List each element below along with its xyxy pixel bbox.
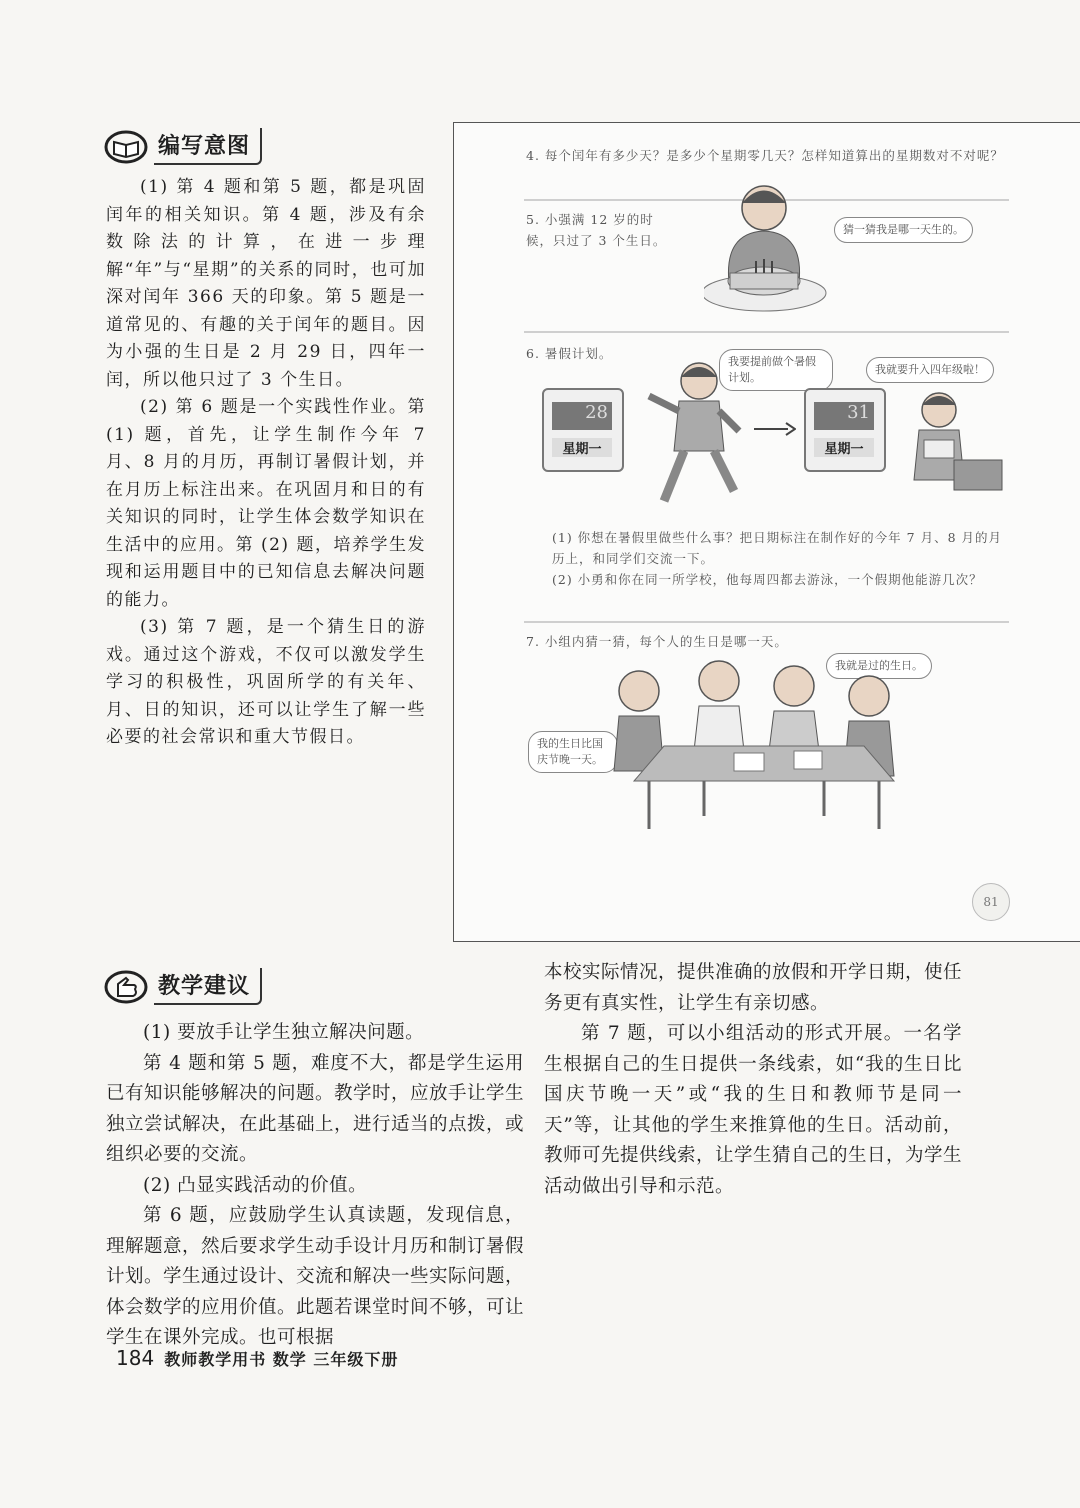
calendar-1-day: 28 xyxy=(585,402,608,423)
writing-intent-body xyxy=(106,174,426,752)
teaching-right-paragraph-1: 本校实际情况，提供准确的放假和开学日期，使任务更有真实性，让学生有亲切感。 xyxy=(544,962,963,1014)
question-6-sub-2: (2) 小勇和你在同一所学校，他每周四都去游泳，一个假期他能游几次？ xyxy=(552,572,983,587)
teaching-left-paragraph-4: 第 6 题，应鼓励学生认真读题，发现信息，理解题意，然后要求学生动手设计月历和制订暑假计划。学生通过设计、交流和解决一些实际问题，体会数学的应用价值。此题若课堂时间不够，可让学生在课外完成。也可根据 xyxy=(106,1205,525,1348)
divider-2 xyxy=(524,331,1009,333)
page-number: 184 xyxy=(116,1346,155,1370)
calendar-2 xyxy=(804,388,886,472)
q6-speech-bubble-1: 我要提前做个暑假计划。 xyxy=(719,349,833,391)
teaching-left-paragraph-2: 第 4 题和第 5 题，难度不大，都是学生运用已有知识能够解决的问题。教学时，应放手让学生独立尝试解决，在此基础上，进行适当的点拨，或组织必要的交流。 xyxy=(106,1052,525,1165)
divider-3 xyxy=(524,621,1009,623)
teaching-right-column xyxy=(544,958,962,1202)
question-4: 4. 每个闰年有多少天？是多少个星期零几天？怎样知道算出的星期数对不对呢？ xyxy=(526,148,1004,163)
teaching-left-column xyxy=(106,1018,524,1354)
q6-speech-bubble-2: 我就要升入四年级啦！ xyxy=(866,357,994,383)
teaching-left-paragraph-1: (1) 要放手让学生独立解决问题。 xyxy=(143,1022,425,1043)
calendar-2-screen xyxy=(814,402,874,430)
calendar-2-weekday: 星期一 xyxy=(814,438,874,457)
question-6-sub-1: (1) 你想在暑假里做些什么事？把日期标注在制作好的今年 7 月、8 月的月历上，和同学们交流一下。 xyxy=(552,530,1003,566)
textbook-page-image xyxy=(453,122,1080,942)
boy-with-cake-illustration xyxy=(704,173,844,323)
kids-at-table-illustration xyxy=(594,651,924,831)
hand-icon xyxy=(104,970,148,1004)
q7-speech-bubble-2: 我就是过的生日。 xyxy=(826,653,932,679)
question-6: 6. 暑假计划。 xyxy=(526,346,613,361)
teaching-suggestion-title: 教学建议 xyxy=(154,968,262,1005)
arrow-right-icon xyxy=(752,421,796,437)
calendar-2-day: 31 xyxy=(847,402,870,423)
intent-paragraph-2: (2) 第 6 题是一个实践性作业。第 (1) 题，首先，让学生制作今年 7 月、8 月的月历，再制订暑假计划，并在月历上标注出来。在巩固月和日的有关知识的同时，让学生体会数学知识在生活中的应用。第 (2) 题，培养学生发现和运用题目中的已知信息去解决问题的能力。 xyxy=(106,397,426,610)
calendar-1 xyxy=(542,388,624,472)
textbook-page-number-text: 81 xyxy=(983,895,999,909)
intent-paragraph-3: (3) 第 7 题，是一个猜生日的游戏。通过这个游戏，不仅可以激发学生学习的积极性，巩固所学的有关年、月、日的知识，还可以让学生了解一些必要的社会常识和重大节假日。 xyxy=(106,617,426,747)
teaching-suggestion-heading xyxy=(104,968,262,1005)
writing-intent-title: 编写意图 xyxy=(154,128,262,165)
q7-speech-bubble-1: 我的生日比国庆节晚一天。 xyxy=(528,731,618,773)
question-5: 5. 小强满 12 岁的时候，只过了 3 个生日。 xyxy=(526,212,667,248)
reading-boy-illustration xyxy=(894,385,1004,505)
textbook-page-number xyxy=(972,883,1010,921)
calendar-1-screen xyxy=(552,402,612,430)
book-title: 教师教学用书 数学 三年级下册 xyxy=(164,1350,399,1369)
teaching-right-paragraph-2: 第 7 题，可以小组活动的形式开展。一名学生根据自己的生日提供一条线索，如“我的生日比国庆节晚一天”或“我的生日和教师节是同一天”等，让其他的学生来推算他的生日。活动前，教师可先提供线索，让学生猜自己的生日，为学生活动做出引导和示范。 xyxy=(544,1023,963,1197)
page-footer xyxy=(116,1346,398,1370)
book-icon xyxy=(104,130,148,164)
writing-intent-heading xyxy=(104,128,262,165)
teaching-left-paragraph-3: (2) 凸显实践活动的价值。 xyxy=(143,1174,368,1196)
calendar-1-weekday: 星期一 xyxy=(552,438,612,457)
q5-speech-bubble: 猜一猜我是哪一天生的。 xyxy=(834,217,973,243)
question-7: 7. 小组内猜一猜，每个人的生日是哪一天。 xyxy=(526,634,788,649)
intent-paragraph-1: (1) 第 4 题和第 5 题，都是巩固闰年的相关知识。第 4 题，涉及有余数除法的计算，在进一步理解“年”与“星期”的关系的同时，也可加深对闰年 366 天的印象。第 5 题是一道常见的、有趣的关于闰年的题目。因为小强的生日是 2 月 29 日，四年一闰，所以他只过了 3 个生日。 xyxy=(106,177,426,390)
